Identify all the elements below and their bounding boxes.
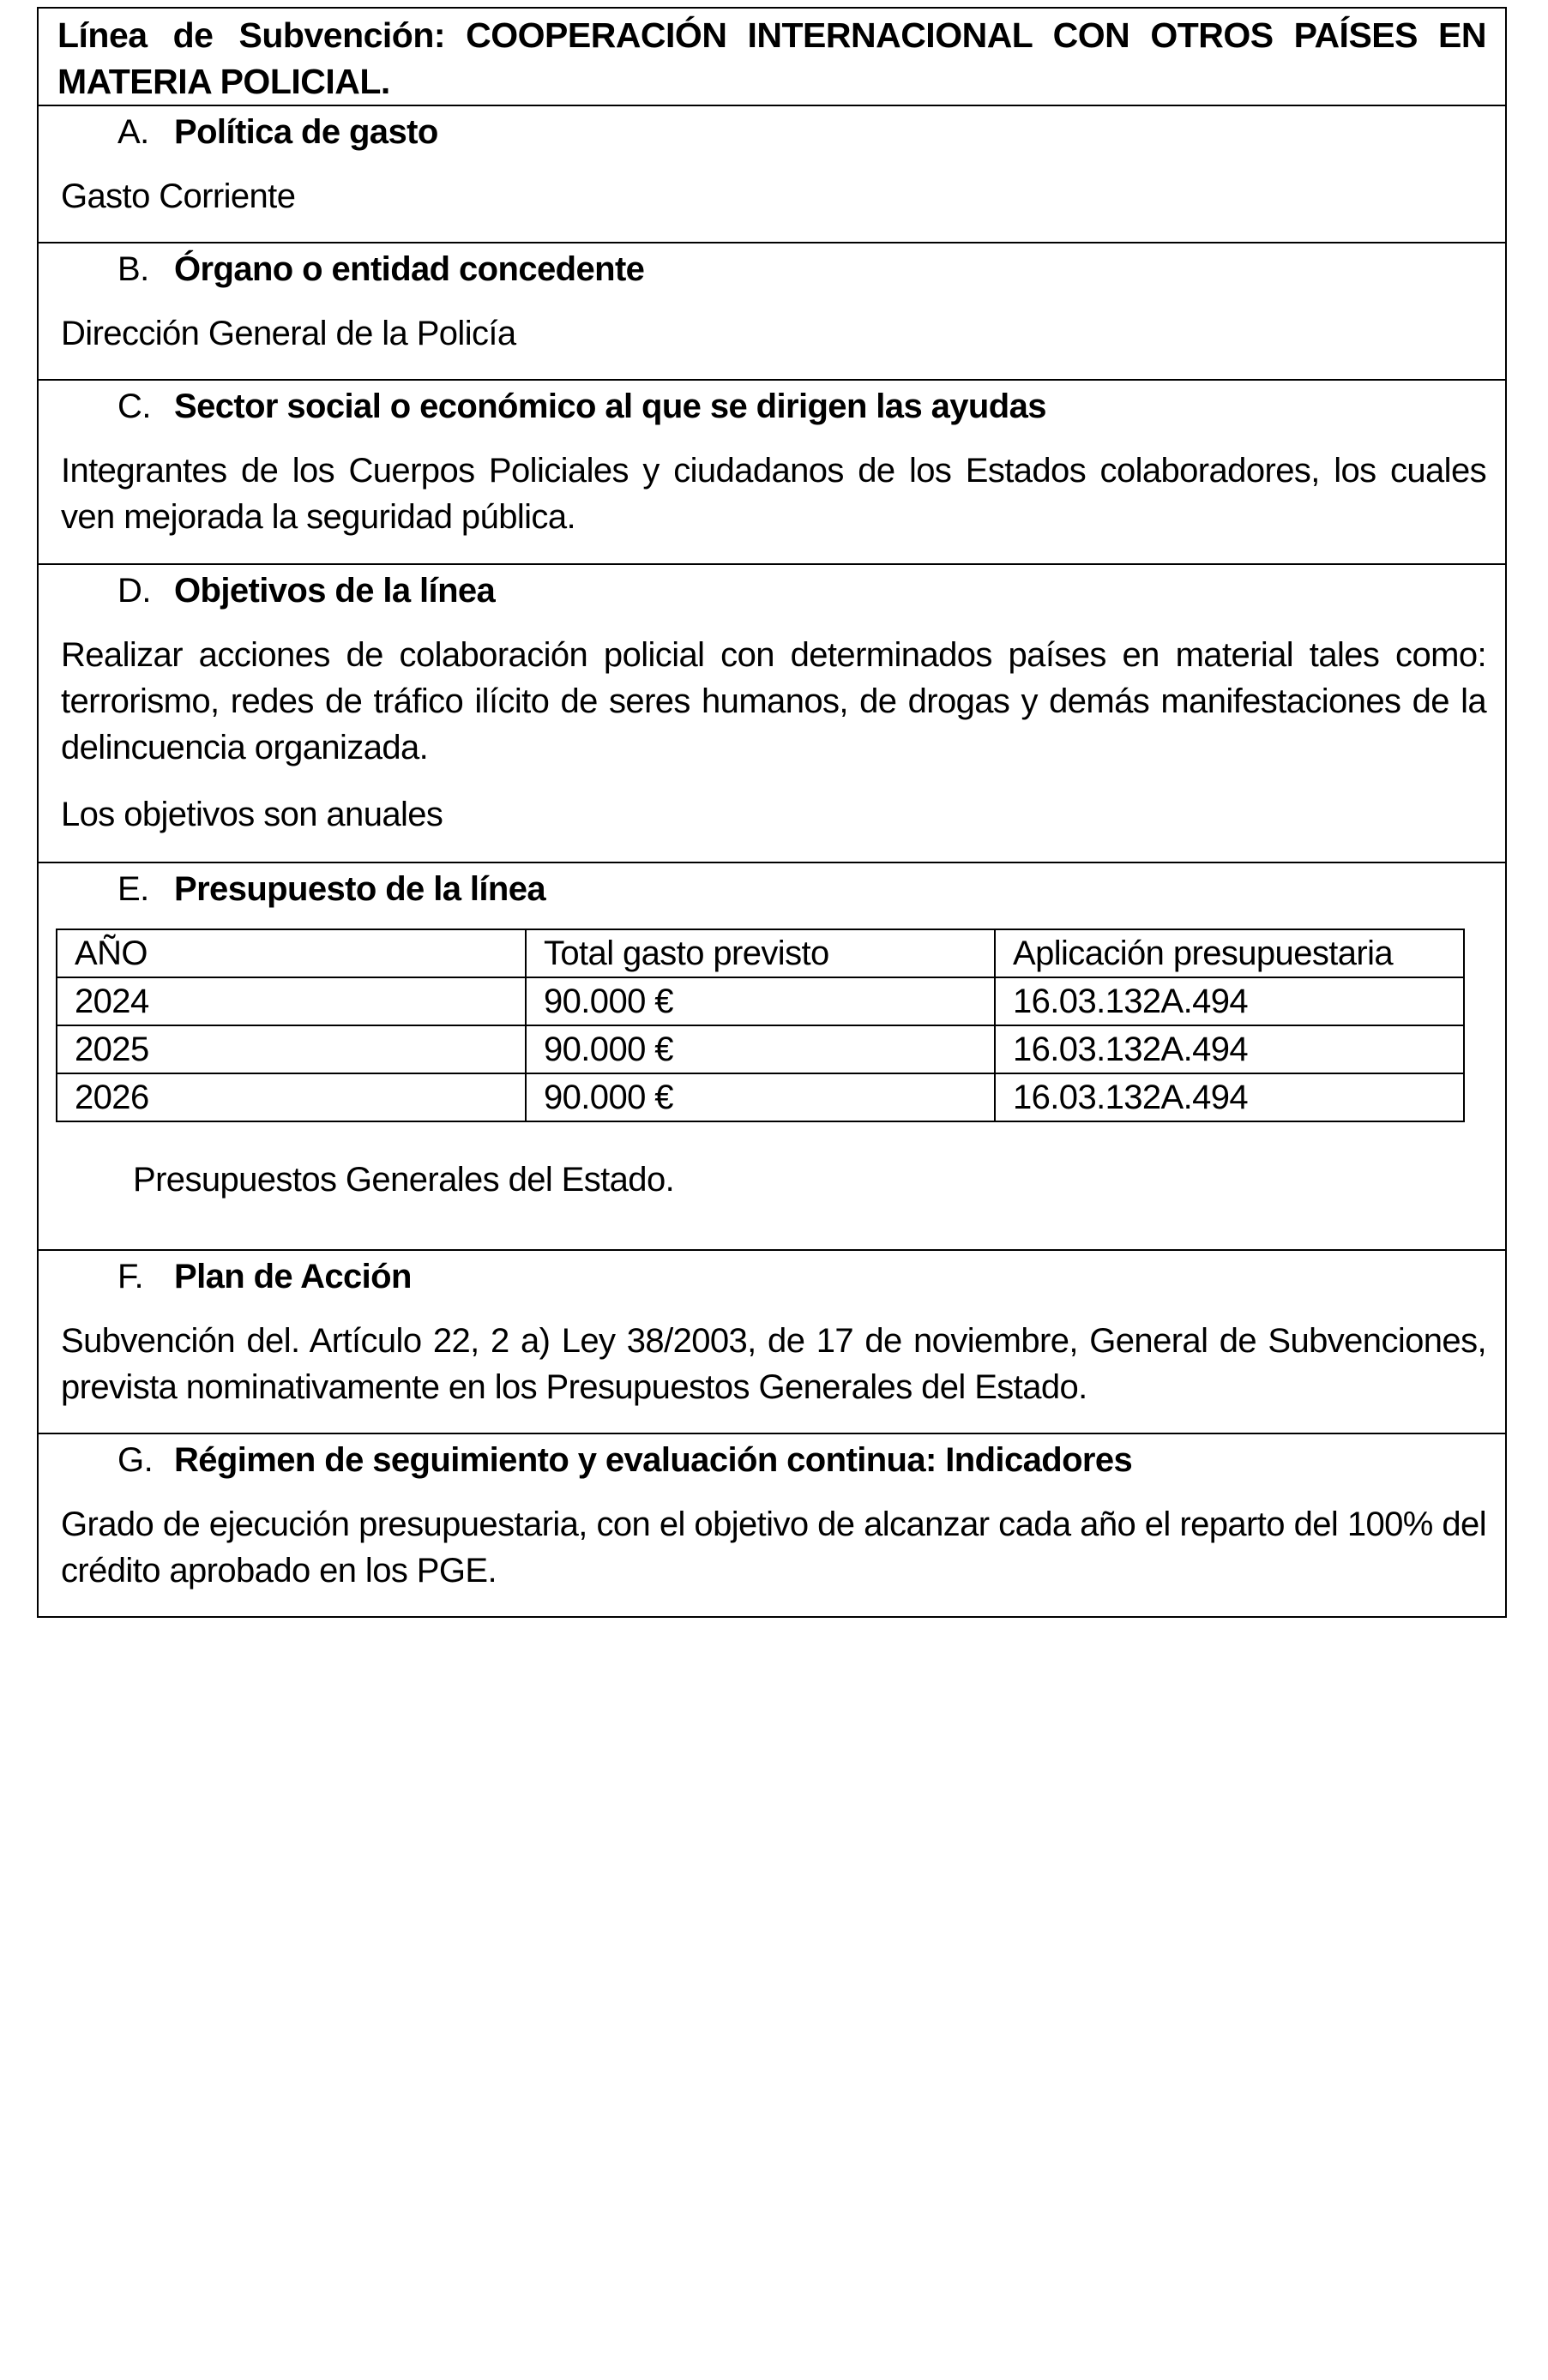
section-c bbox=[39, 381, 1505, 565]
section-b-text: Dirección General de la Policía bbox=[61, 315, 516, 352]
section-f bbox=[39, 1251, 1505, 1434]
title-label: Línea de Subvención: bbox=[57, 15, 446, 55]
section-letter: D. bbox=[117, 572, 151, 610]
section-d-header bbox=[39, 565, 1505, 616]
table-header-row bbox=[57, 929, 1464, 977]
title-value: COOPERACIÓN INTERNACIONAL CON OTROS PAÍSES EN MATERIA POLICIAL. bbox=[57, 15, 1486, 101]
section-heading: Política de gasto bbox=[174, 113, 438, 151]
section-c-text: Integrantes de los Cuerpos Policiales y ciudadanos de los Estados colaboradores, los cuales ven mejorada la seguridad pública. bbox=[61, 452, 1486, 536]
section-b-header bbox=[39, 243, 1505, 295]
section-heading: Régimen de seguimiento y evaluación continua: Indicadores bbox=[174, 1441, 1133, 1479]
table-row bbox=[57, 1025, 1464, 1073]
section-letter: B. bbox=[117, 250, 149, 288]
table-header-cell: Aplicación presupuestaria bbox=[995, 929, 1464, 977]
section-c-header bbox=[39, 381, 1505, 432]
section-d bbox=[39, 565, 1505, 863]
section-g-text: Grado de ejecución presupuestaria, con el objetivo de alcanzar cada año el reparto del 100% del crédito aprobado en los PGE. bbox=[61, 1506, 1486, 1590]
section-letter: F. bbox=[117, 1258, 144, 1295]
section-g-header bbox=[39, 1434, 1505, 1486]
budget-table bbox=[56, 929, 1465, 1122]
section-letter: G. bbox=[117, 1441, 154, 1479]
budget-source: Presupuestos Generales del Estado. bbox=[133, 1161, 675, 1199]
section-e bbox=[39, 863, 1505, 1251]
section-b bbox=[39, 243, 1505, 381]
section-d-text2: Los objetivos son anuales bbox=[61, 796, 443, 833]
table-row bbox=[57, 1073, 1464, 1121]
section-letter: A. bbox=[117, 113, 149, 151]
section-letter: C. bbox=[117, 388, 151, 425]
section-e-header bbox=[39, 863, 1505, 915]
table-row bbox=[57, 977, 1464, 1025]
section-d-text: Realizar acciones de colaboración policial con determinados países en material tales como: terrorismo, redes de tráfico ilícito de seres humanos, de drogas y demás manifestaciones de la delincuencia organizada. bbox=[61, 636, 1486, 766]
section-a bbox=[39, 106, 1505, 243]
section-g bbox=[39, 1434, 1505, 1616]
table-cell-amount: 90.000 € bbox=[526, 977, 995, 1025]
section-f-text: Subvención del. Artículo 22, 2 a) Ley 38/2003, de 17 de noviembre, General de Subvenciones, prevista nominativamente en los Presupuestos Generales del Estado. bbox=[61, 1322, 1486, 1406]
table-cell-amount: 90.000 € bbox=[526, 1073, 995, 1121]
table-cell-budget-line: 16.03.132A.494 bbox=[995, 977, 1464, 1025]
section-heading: Órgano o entidad concedente bbox=[174, 250, 645, 288]
table-cell-budget-line: 16.03.132A.494 bbox=[995, 1073, 1464, 1121]
table-header-cell: AÑO bbox=[57, 929, 526, 977]
table-cell-year: 2026 bbox=[57, 1073, 526, 1121]
subsidy-line-document bbox=[37, 7, 1507, 1618]
section-heading: Sector social o económico al que se dirigen las ayudas bbox=[174, 388, 1046, 425]
table-cell-budget-line: 16.03.132A.494 bbox=[995, 1025, 1464, 1073]
section-heading: Plan de Acción bbox=[174, 1258, 412, 1295]
table-cell-year: 2024 bbox=[57, 977, 526, 1025]
section-heading: Objetivos de la línea bbox=[174, 572, 496, 610]
section-heading: Presupuesto de la línea bbox=[174, 870, 546, 908]
section-a-text: Gasto Corriente bbox=[61, 177, 296, 215]
section-f-header bbox=[39, 1251, 1505, 1302]
table-cell-year: 2025 bbox=[57, 1025, 526, 1073]
subsidy-line-title bbox=[39, 9, 1505, 106]
table-header-cell: Total gasto previsto bbox=[526, 929, 995, 977]
section-letter: E. bbox=[117, 870, 149, 908]
section-a-header bbox=[39, 106, 1505, 158]
table-cell-amount: 90.000 € bbox=[526, 1025, 995, 1073]
